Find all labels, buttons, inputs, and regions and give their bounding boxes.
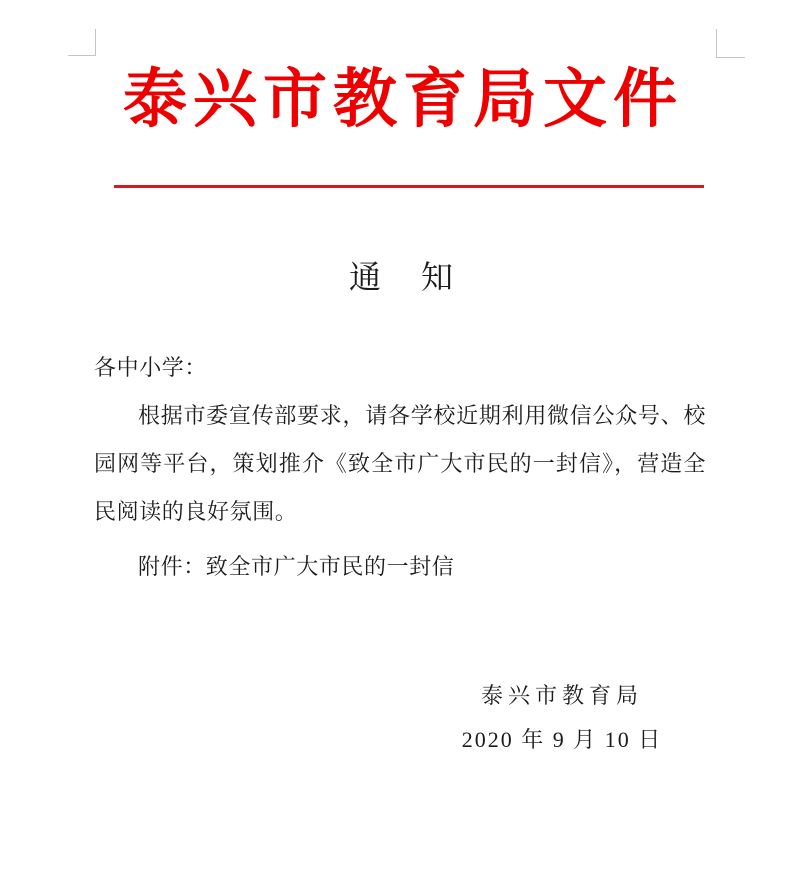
signature-block	[380, 674, 744, 762]
red-divider-line	[114, 185, 704, 188]
paragraph-line: 民阅读的良好氛围。	[94, 499, 298, 524]
crop-mark-top-left-icon	[68, 29, 96, 56]
paragraph-line: 园网等平台，策划推介《致全市广大市民的一封信》，营造全	[94, 451, 706, 476]
letterhead-title: 泰兴市教育局文件	[123, 64, 683, 135]
document-title: 通 知	[348, 259, 457, 295]
attachment-line: 附件：致全市广大市民的一封信	[138, 554, 455, 579]
document-body	[94, 344, 706, 536]
salutation: 各中小学：	[94, 355, 208, 380]
signature-date: 2020 年 9 月 10 日	[461, 727, 663, 752]
crop-mark-top-right-icon	[716, 29, 745, 58]
paragraph-line: 根据市委宣传部要求，请各学校近期利用微信公众号、校	[138, 403, 706, 428]
signature-organization: 泰兴市教育局	[480, 683, 643, 708]
